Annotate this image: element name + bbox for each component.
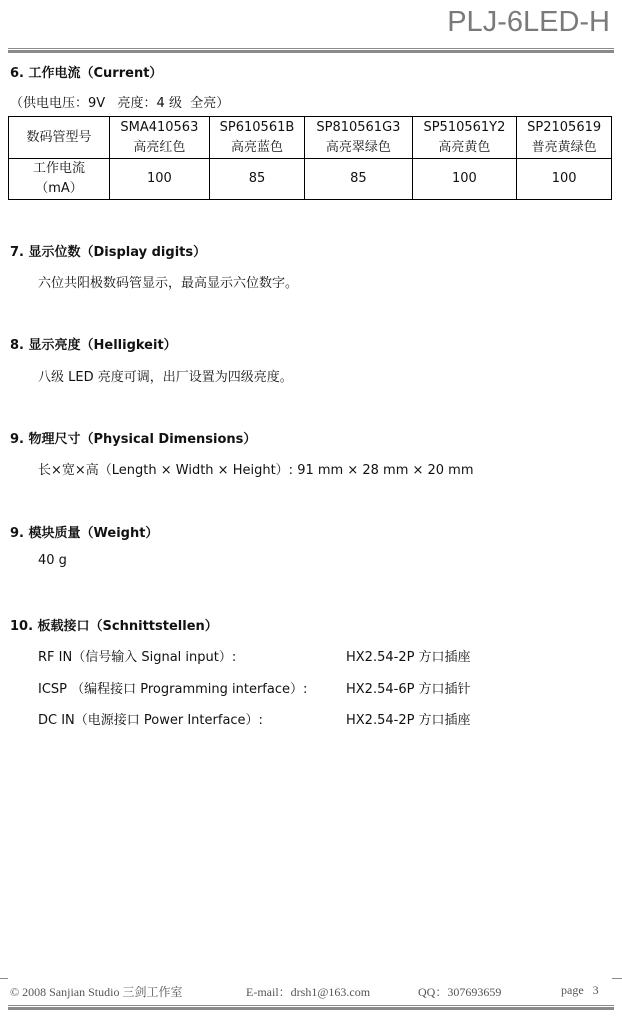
section-6-heading: 6. 工作电流（Current） <box>10 66 163 81</box>
table-cell <box>412 159 517 200</box>
table-cell <box>209 159 304 200</box>
cell-text: SP810561G3 高亮翠绿色 <box>316 119 401 155</box>
table-cell <box>517 159 612 200</box>
table-row <box>9 117 612 159</box>
section-10-heading: 10. 板载接口（Schnittstellen） <box>10 619 218 634</box>
table-cell <box>110 117 210 159</box>
cell-text: SMA410563 高亮红色 <box>120 119 199 155</box>
cell-text: 工作电流 （mA） <box>32 161 85 196</box>
section-7-heading: 7. 显示位数（Display digits） <box>10 245 207 260</box>
table-cell <box>305 117 412 159</box>
footer-rule-thin <box>8 1005 614 1006</box>
header-rule-thick <box>8 50 614 53</box>
interface-value: HX2.54-6P 方口插针 <box>346 682 471 697</box>
interface-label: DC IN（电源接口 Power Interface）: <box>38 713 263 728</box>
cell-text: SP510561Y2 高亮黄色 <box>423 119 506 155</box>
document-title: PLJ-6LED-H <box>447 6 610 38</box>
section-9-weight-text: 40 g <box>38 553 67 568</box>
cell-text: SP2105619 普亮黄绿色 <box>527 119 602 155</box>
cell-text: 数码管型号 <box>26 129 92 145</box>
footer-mark-left <box>0 978 8 979</box>
footer-copyright: © 2008 Sanjian Studio 三剑工作室 <box>10 985 183 999</box>
footer-qq: QQ：307693659 <box>418 985 502 999</box>
cell-text: 100 <box>146 171 172 186</box>
section-9-dimensions-heading: 9. 物理尺寸（Physical Dimensions） <box>10 432 257 447</box>
footer-email: E-mail：drsh1@163.com <box>246 985 371 999</box>
table-cell <box>110 159 210 200</box>
current-table <box>8 116 612 200</box>
table-cell <box>9 159 110 200</box>
cell-text: 100 <box>551 171 577 186</box>
section-8-text: 八级 LED 亮度可调，出厂设置为四级亮度。 <box>38 370 293 385</box>
section-9-weight-heading: 9. 模块质量（Weight） <box>10 526 159 541</box>
header-rule-thin <box>8 48 614 49</box>
cell-text: 85 <box>350 171 367 186</box>
table-cell <box>209 117 304 159</box>
cell-text: 85 <box>248 171 266 186</box>
interface-label: RF IN（信号输入 Signal input）: <box>38 650 237 665</box>
section-7-text: 六位共阳极数码管显示，最高显示六位数字。 <box>38 276 299 291</box>
supply-note: （供电电压：9V 亮度：4 级 全亮） <box>10 96 230 111</box>
interface-label: ICSP （编程接口 Programming interface）: <box>38 682 308 697</box>
table-cell <box>305 159 412 200</box>
table-cell <box>9 117 110 159</box>
section-8-heading: 8. 显示亮度（Helligkeit） <box>10 338 177 353</box>
cell-text: SP610561B 高亮蓝色 <box>219 119 295 155</box>
table-cell <box>517 117 612 159</box>
interface-value: HX2.54-2P 方口插座 <box>346 713 471 728</box>
footer-rule-thick <box>8 1007 614 1010</box>
footer-mark-right <box>612 978 622 979</box>
footer-page-number: page 3 <box>561 983 599 997</box>
section-9-dimensions-text: 长×宽×高（Length × Width × Height）: 91 mm × 28 mm × 20 mm <box>38 463 474 478</box>
cell-text: 100 <box>452 171 477 186</box>
table-row <box>9 159 612 200</box>
table-cell <box>412 117 517 159</box>
interface-value: HX2.54-2P 方口插座 <box>346 650 471 665</box>
